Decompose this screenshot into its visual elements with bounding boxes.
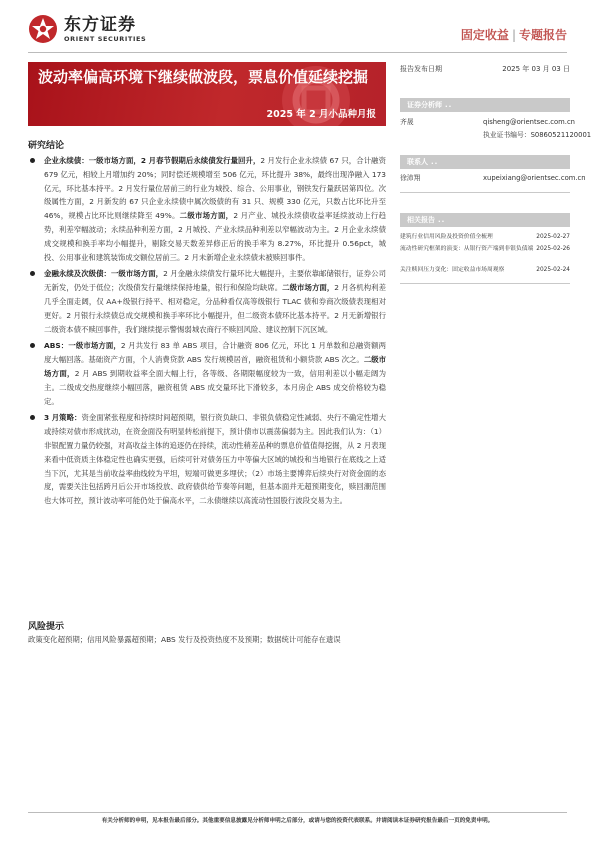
paragraph-text: 2 月各机构利差几乎全面走阔，仅 AA+级银行持平、相对稳定，分品种看仅高等级银行 TLAC 债和券商次级债表现相对更好。2 月银行永续债总成交规模和换手率环比小幅提升，但二级资本债环比基本持平。2 月无新增银行二级资本债不赎回事件，我们继续提示警惕弱城农商行不赎回风险、建议控制下沉区域。 (44, 283, 386, 334)
footer-divider (28, 812, 567, 813)
related-report-date: 2025-02-24 (536, 267, 570, 273)
report-title: 波动率偏高环境下继续做波段，票息价值延续挖掘 (38, 68, 369, 86)
paragraph-highlight: 二级市场方面， (179, 211, 234, 221)
header-dots-icon: .. (438, 216, 446, 224)
report-type-label: 专题报告 (518, 28, 567, 42)
disclaimer-footer: 有关分析师的申明，见本报告最后部分。其他重要信息披露见分析师申明之后部分，或请与您的投资代表联系。并请阅读本证券研究报告最后一页的免责申明。 (101, 818, 494, 824)
paragraph-highlight: 一级市场方面， (68, 341, 121, 351)
analyst-section-header (400, 98, 570, 112)
related-report-title[interactable]: 建筑行业信用风险及投资价值全梳理 (400, 234, 493, 240)
paragraph-highlight: 二级市场方面， (282, 283, 335, 293)
paragraph-highlight: 一级市场方面， (110, 269, 164, 279)
related-section-header (400, 213, 570, 227)
certificate-label: 执业证书编号： (483, 131, 531, 139)
risk-heading: 风险提示 (28, 622, 65, 632)
paragraph-highlight: 3 月策略： (44, 413, 82, 423)
bullet-icon (30, 343, 35, 348)
logo-chinese-name: 东方证券 (64, 14, 136, 35)
paragraph-highlight: 企业永续债： (44, 156, 89, 165)
category-label: 固定收益 (460, 28, 509, 42)
certificate-number: S0860521120001 (530, 131, 592, 139)
publish-date: 2025 年 03 月 03 日 (502, 65, 570, 73)
summary-heading: 研究结论 (28, 141, 65, 151)
analyst-certificate (483, 130, 591, 141)
summary-body (28, 154, 386, 511)
paragraph-highlight: 一级市场方面， (88, 156, 141, 165)
contact-section-label: 联系人 (407, 158, 428, 166)
category-separator: | (511, 28, 516, 42)
paragraph-text: 2 月金融永续债发行量环比大幅提升，主要依靠邮储银行，证券公司无新发，仍处于低位；次级债发行量继续保持地量，银行和保险均缺席。 (44, 269, 386, 293)
paragraph-text: 2 月共发行 83 单 ABS 项目，合计融资 806 亿元，环比 1 月单数和总融资额两度大幅回落。基础资产方面，个人消费贷款 ABS 发行规模居首，融资租赁和小额贷款 ABS 次之。 (44, 341, 386, 365)
analyst-name: 齐晟 (400, 118, 414, 126)
bullet-icon (30, 415, 35, 420)
summary-paragraph (28, 411, 386, 508)
orient-logo-icon (28, 14, 58, 44)
bullet-icon (30, 158, 35, 163)
title-banner (28, 62, 386, 126)
header-dots-icon: .. (431, 158, 439, 166)
paragraph-text: 2 月发行企业永续债 67 只，合计融资 679 亿元，相较上月增加约 20%；同时偿还规模增至 506 亿元，环比提升 38%，最终出现净融入 173 亿元，环比基本持平。2 月发行量位居前三的行业为城投、综合、公用事业，钢铁发行量跃居第四位。次级属性方面，2 月新发的 67 只企业永续债中属次级债的有 31 只、规模 330 亿元，只数占比环比升至 46%，规模占比环比则继续降至 49%。 (44, 156, 386, 221)
related-divider (400, 283, 570, 284)
related-report-date: 2025-02-26 (536, 246, 570, 252)
risk-text: 政策变化超预期；信用风险暴露超预期；ABS 发行及投资热度不及预期；数据统计可能存在遗误 (28, 635, 341, 644)
contact-section-header (400, 155, 570, 169)
paragraph-highlight: 2 月春节假期后永续债发行量回升， (140, 156, 261, 165)
company-logo (28, 14, 146, 44)
summary-paragraph (28, 267, 386, 336)
header-divider (28, 52, 567, 53)
related-report-title[interactable]: 流动性研究框架的演变：从银行资产端到非银负债端 (400, 246, 534, 252)
related-report-title[interactable]: 关注赎回压力变化：固定收益市场周观察 (400, 267, 505, 273)
related-section-label: 相关报告 (407, 216, 435, 224)
paragraph-text: 2 月 ABS 到期收益率全面大幅上行，各等级、各期限幅度较为一致，信用利差以小幅走阔为主。二级成交热度继续小幅回落，融资租赁 ABS 成交量环比下滑较多，本月房企 ABS 成交价格较为稳定。 (44, 368, 386, 406)
header-dots-icon: .. (445, 101, 453, 109)
logo-english-name: ORIENT SECURITIES (64, 34, 147, 43)
contact-name: 徐沛翔 (400, 174, 421, 182)
paragraph-text: 资金面紧张程度和持续时间超预期，银行资负缺口、非银负债稳定性减弱、央行不确定性增大或持续对债市形成扰动，在资金面没有明显转松前提下，预计债市以震荡偏弱为主。因此我们认为：（1）非银配置力量仍较强，对高收益主体的追逐仍在持续，流动性稍差品种的票息价值值得挖掘，从 2 月表现来看中低资质主体稳定性也确实更强，后续可针对债务压力中等偏大区域的城投和当地银行在底线之上适当下沉，尤其是当前收益率曲线较为平坦，短端可做更多埋伏；（2）市场主要博弈后续央行对资金面的态度，需要关注包括跨月后公开市场投放、政府债供给节奏等问题，但基本面并无超预期变化，赎回潮范围也大体可控，预计波动率可能仍处于偏高水平，二永债继续以高流动性国股行波段交易为主。 (44, 413, 386, 506)
summary-paragraph (28, 339, 386, 408)
paragraph-highlight: ABS： (44, 341, 69, 351)
publish-date-label: 报告发布日期 (400, 65, 442, 73)
contact-divider (400, 192, 570, 193)
paragraph-text: 2 月产业、城投永续债收益率延续波动上行趋势，利差窄幅波动；永续品种利差方面，2 月城投、产业永续品种利差以窄幅波动为主。2 月企业永续债成交规模和换手率均小幅提升，剔除交易天数差异修正后的换手率为 8.27%，环比提升 0.56pct，城投、公用事业和建筑装饰成交额位居前三。2 月未新增企业永续债未被赎回事件。 (44, 211, 386, 262)
bullet-icon (30, 271, 35, 276)
report-subtitle: 2025 年 2 月小品种月报 (266, 109, 376, 120)
analyst-section-label: 证券分析师 (407, 101, 442, 109)
summary-paragraph (28, 154, 386, 264)
report-category (461, 26, 567, 43)
paragraph-highlight: 金融永续及次级债： (44, 269, 111, 279)
related-report-date: 2025-02-27 (536, 234, 570, 240)
paragraph-highlight: 二级市场方面， (44, 355, 386, 378)
contact-email[interactable]: xupeixiang@orientsec.com.cn (483, 174, 586, 182)
analyst-email[interactable]: qisheng@orientsec.com.cn (483, 118, 575, 126)
